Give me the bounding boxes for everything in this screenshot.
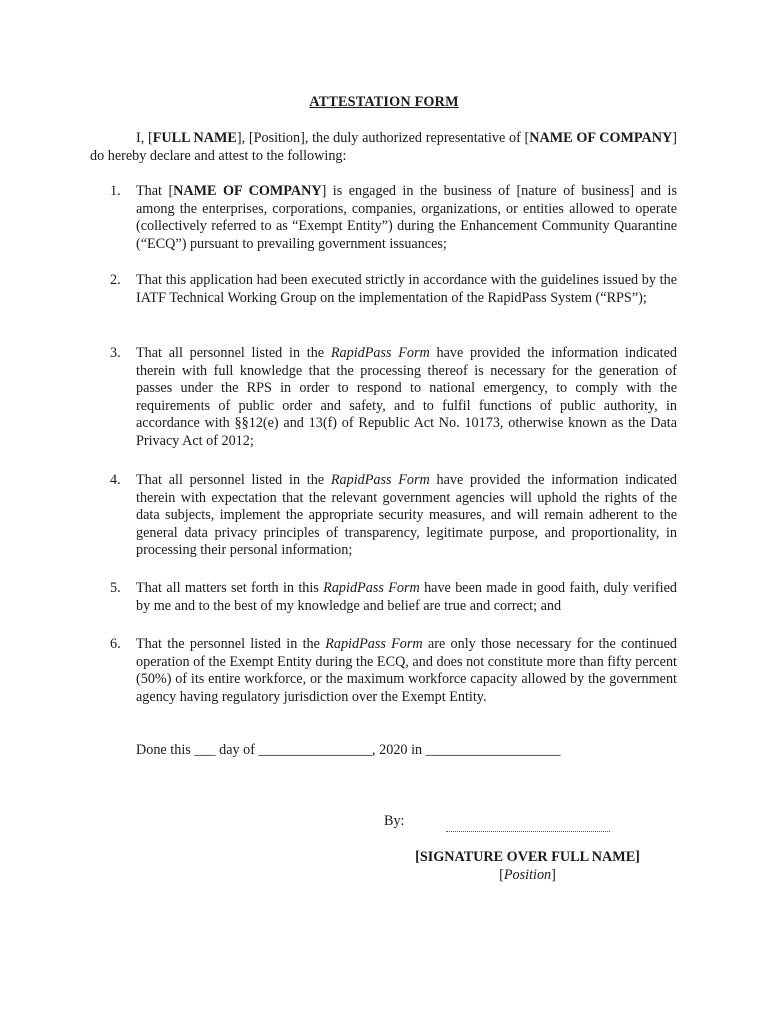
company-name-placeholder: NAME OF COMPANY xyxy=(529,130,673,146)
item-text-part: That all personnel listed in the xyxy=(136,472,331,488)
intro-text-3: ] do hereby declare and attest to the following: xyxy=(90,130,678,164)
item-number: 1. xyxy=(110,183,121,199)
list-item-1 xyxy=(110,183,677,253)
item-text-part: have provided the information indicated therein with full knowledge that the processing thereof is necessary for the generation of passes under the RPS in order to respond to national emergency, to comply with the requirements of public order and safety, and to fulfil functions of public authority, in accordance with §§12(e) and 13(f) of Republic Act No. 10173, otherwise known as the Data Privacy Act of 2012; xyxy=(136,345,677,449)
company-name-placeholder: NAME OF COMPANY xyxy=(173,183,322,199)
list-item-6 xyxy=(110,636,677,706)
form-name: RapidPass Form xyxy=(330,472,430,488)
item-text-part: have been made in good faith, duly verified by me and to the best of my knowledge and belief are true and correct; and xyxy=(136,580,678,614)
item-text xyxy=(136,183,677,253)
form-name: RapidPass Form xyxy=(323,580,420,596)
item-text xyxy=(136,472,677,560)
item-text xyxy=(136,636,677,706)
item-number: 3. xyxy=(110,345,121,361)
signature-position xyxy=(0,867,768,885)
item-text-part: have provided the information indicated therein with expectation that the relevant government agencies will uphold the rights of the data subjects, implement the appropriate security measures, and will remain adherent to the general data privacy principles of transparency, legitimate purpose, and proportionality, in processing their personal information; xyxy=(136,472,677,559)
full-name-placeholder: FULL NAME xyxy=(152,130,237,146)
list-item-2 xyxy=(110,272,677,307)
by-label: By: xyxy=(384,813,405,829)
intro-text-1: I, [ xyxy=(136,130,153,146)
done-this-line: Done this ___ day of ________________, 2020 in ___________________ xyxy=(136,742,561,758)
list-item-4 xyxy=(110,472,677,560)
item-number: 4. xyxy=(110,472,121,488)
form-name: RapidPass Form xyxy=(325,636,423,652)
item-number: 6. xyxy=(110,636,121,652)
item-number: 5. xyxy=(110,580,121,596)
intro-text-2: ], [Position], the duly authorized representative of [ xyxy=(236,130,530,146)
position-placeholder: Position xyxy=(503,867,552,883)
item-text xyxy=(136,345,677,451)
item-number: 2. xyxy=(110,272,121,288)
item-text-part: That all personnel listed in the xyxy=(136,345,331,361)
bracket-close: ] xyxy=(551,867,556,883)
signature-name-placeholder: [SIGNATURE OVER FULL NAME] xyxy=(415,849,640,865)
bracket-open: [ xyxy=(499,867,504,883)
list-item-3 xyxy=(110,345,677,451)
form-name: RapidPass Form xyxy=(330,345,430,361)
item-text: That this application had been executed strictly in accordance with the guidelines issued by the IATF Technical Working Group on the implementation of the RapidPass System (“RPS”); xyxy=(136,272,677,306)
item-text-part: ] is engaged in the business of [nature of business] and is among the enterprises, corporations, companies, organizations, or entities allowed to operate (collectively referred to as “Exempt Entity”) during the Enhancement Community Quarantine (“ECQ”) pursuant to prevailing government issuances; xyxy=(136,183,677,252)
list-item-5 xyxy=(110,580,677,615)
item-text-part: That all matters set forth in this xyxy=(136,580,324,596)
item-text xyxy=(136,580,677,615)
signature-dotted-line xyxy=(446,831,610,832)
item-text-part: That [ xyxy=(136,183,174,199)
intro-paragraph xyxy=(90,130,677,165)
item-text-part: are only those necessary for the continued operation of the Exempt Entity during the ECQ, and does not constitute more than fifty percent (50%) of its entire workforce, or the maximum workforce capacity allowed by the government agency having regulatory jurisdiction over the Exempt Entity. xyxy=(136,636,677,705)
document-title: ATTESTATION FORM xyxy=(309,94,459,110)
item-text-part: That the personnel listed in the xyxy=(136,636,326,652)
